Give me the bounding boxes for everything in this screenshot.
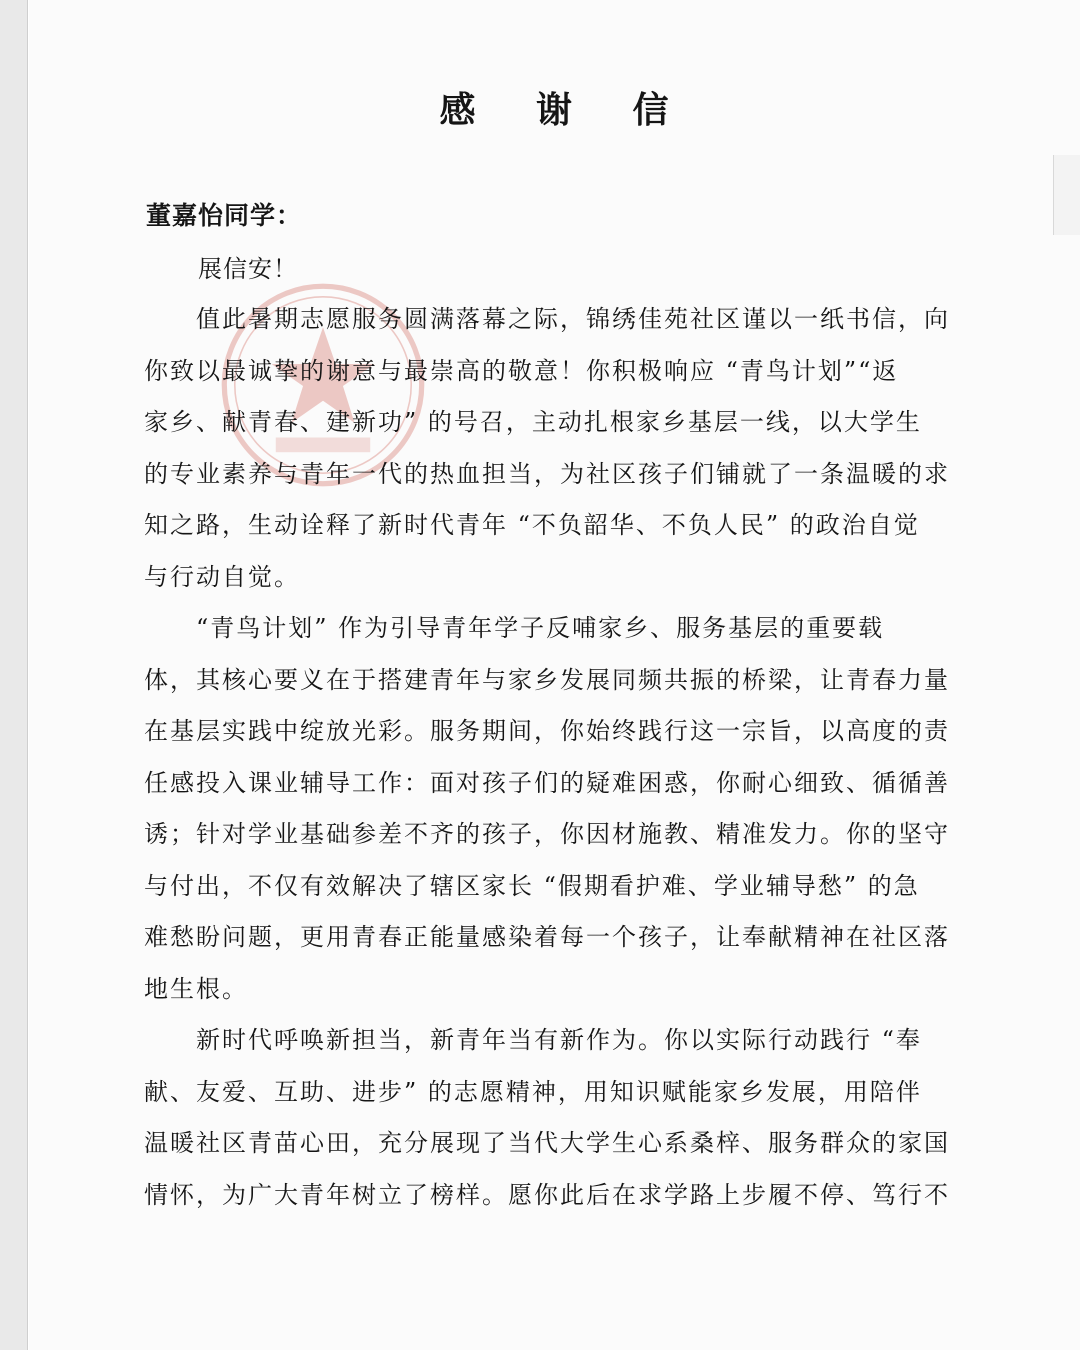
letter-title: 感 谢 信 bbox=[439, 89, 693, 131]
letter-page bbox=[28, 0, 1080, 1350]
body-line: 地生根。 bbox=[144, 974, 248, 1003]
body-line: “青鸟计划” 作为引导青年学子反哺家乡、服务基层的重要载 bbox=[196, 614, 885, 642]
body-line: 的专业素养与青年一代的热血担当，为社区孩子们铺就了一条温暖的求 bbox=[144, 459, 950, 488]
salutation: 董嘉怡同学： bbox=[146, 201, 303, 230]
body-line: 家乡、献青春、建新功” 的号召，主动扎根家乡基层一线，以大学生 bbox=[144, 408, 922, 436]
body-line: 诱；针对学业基础参差不齐的孩子，你因材施教、精准发力。你的坚守 bbox=[144, 820, 950, 848]
body-line: 温暖社区青苗心田，充分展现了当代大学生心系桑梓、服务群众的家国 bbox=[144, 1129, 950, 1157]
body-line: 难愁盼问题，更用青春正能量感染着每一个孩子，让奉献精神在社区落 bbox=[144, 923, 950, 951]
body-line: 值此暑期志愿服务圆满落幕之际，锦绣佳苑社区谨以一纸书信，向 bbox=[196, 305, 950, 333]
body-line: 在基层实践中绽放光彩。服务期间，你始终践行这一宗旨，以高度的责 bbox=[144, 717, 950, 745]
body-line: 知之路，生动诠释了新时代青年 “不负韶华、不负人民” 的政治自觉 bbox=[144, 511, 920, 539]
body-line: 你致以最诚挚的谢意与最崇高的敬意！你积极响应 “青鸟计划”“返 bbox=[144, 356, 899, 385]
greeting: 展信安！ bbox=[198, 255, 298, 283]
body-line: 与行动自觉。 bbox=[144, 562, 300, 591]
body-line: 与付出，不仅有效解决了辖区家长 “假期看护难、学业辅导愁” 的急 bbox=[144, 871, 920, 900]
body-line: 新时代呼唤新担当，新青年当有新作为。你以实际行动践行 “奉 bbox=[196, 1026, 922, 1054]
page-edge bbox=[1053, 155, 1080, 235]
body-line: 献、友爱、互助、进步” 的志愿精神，用知识赋能家乡发展，用陪伴 bbox=[144, 1077, 922, 1106]
body-line: 情怀，为广大青年树立了榜样。愿你此后在求学路上步履不停、笃行不 bbox=[144, 1180, 950, 1209]
body-line: 体，其核心要义在于搭建青年与家乡发展同频共振的桥梁，让青春力量 bbox=[144, 665, 950, 694]
letter-body bbox=[144, 294, 990, 1221]
body-line: 任感投入课业辅导工作：面对孩子们的疑难困惑，你耐心细致、循循善 bbox=[144, 768, 950, 797]
